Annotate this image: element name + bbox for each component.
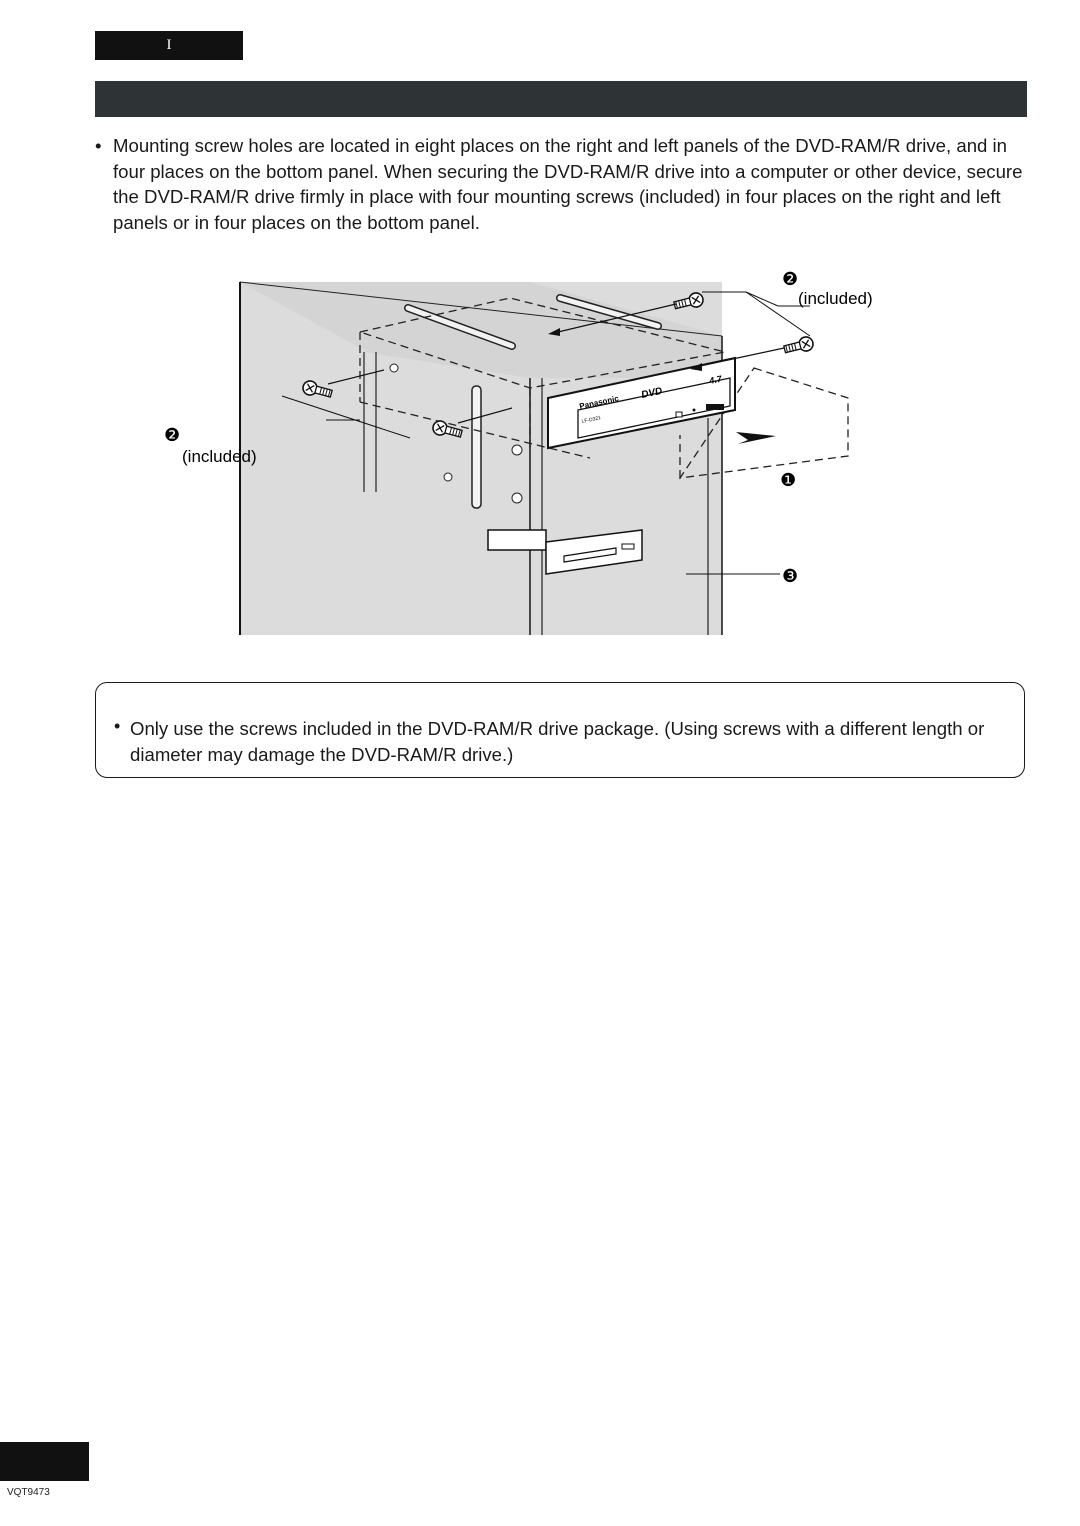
caution-box bbox=[95, 682, 1025, 778]
bullet-mark: • bbox=[95, 135, 102, 156]
page-number-block bbox=[0, 1442, 89, 1481]
screw-icon bbox=[783, 336, 815, 357]
included-label-left: (included) bbox=[182, 447, 257, 466]
callout-3: ❸ bbox=[782, 566, 799, 587]
drive-capacity-label: 4.7 bbox=[708, 373, 723, 386]
intro-paragraph bbox=[95, 133, 1033, 235]
document-code: VQT9473 bbox=[7, 1487, 50, 1498]
drive-mounting-illustration bbox=[150, 260, 900, 645]
bullet-mark: • bbox=[114, 716, 121, 736]
intro-text: Mounting screw holes are located in eight places on the right and left panels of the DVD-RAM/R drive, and in four places on the bottom panel. When securing the DVD-RAM/R drive into a computer or other device, secure the DVD-RAM/R drive firmly in place with four mounting screws (included) in four places on the right and left panels or in four places on the bottom panel. bbox=[113, 135, 1023, 233]
included-label-top: (included) bbox=[798, 289, 873, 308]
language-tab: I bbox=[95, 31, 243, 60]
section-header-bar bbox=[95, 81, 1027, 117]
computer-case bbox=[240, 282, 722, 635]
callout-2-top: ❷ bbox=[782, 269, 799, 290]
drive-model-label: LF-D321 bbox=[581, 415, 602, 425]
caution-text: Only use the screws included in the DVD-RAM/R drive package. (Using screws with a different length or diameter may damage the DVD-RAM/R drive.) bbox=[130, 718, 985, 765]
dvd-logo: DVD bbox=[640, 385, 664, 401]
callout-2-left: ❷ bbox=[164, 425, 181, 446]
insertion-arrow-icon bbox=[736, 432, 776, 444]
callout-1: ❶ bbox=[780, 470, 797, 491]
drive-brand-label: Panasonic bbox=[578, 393, 620, 411]
